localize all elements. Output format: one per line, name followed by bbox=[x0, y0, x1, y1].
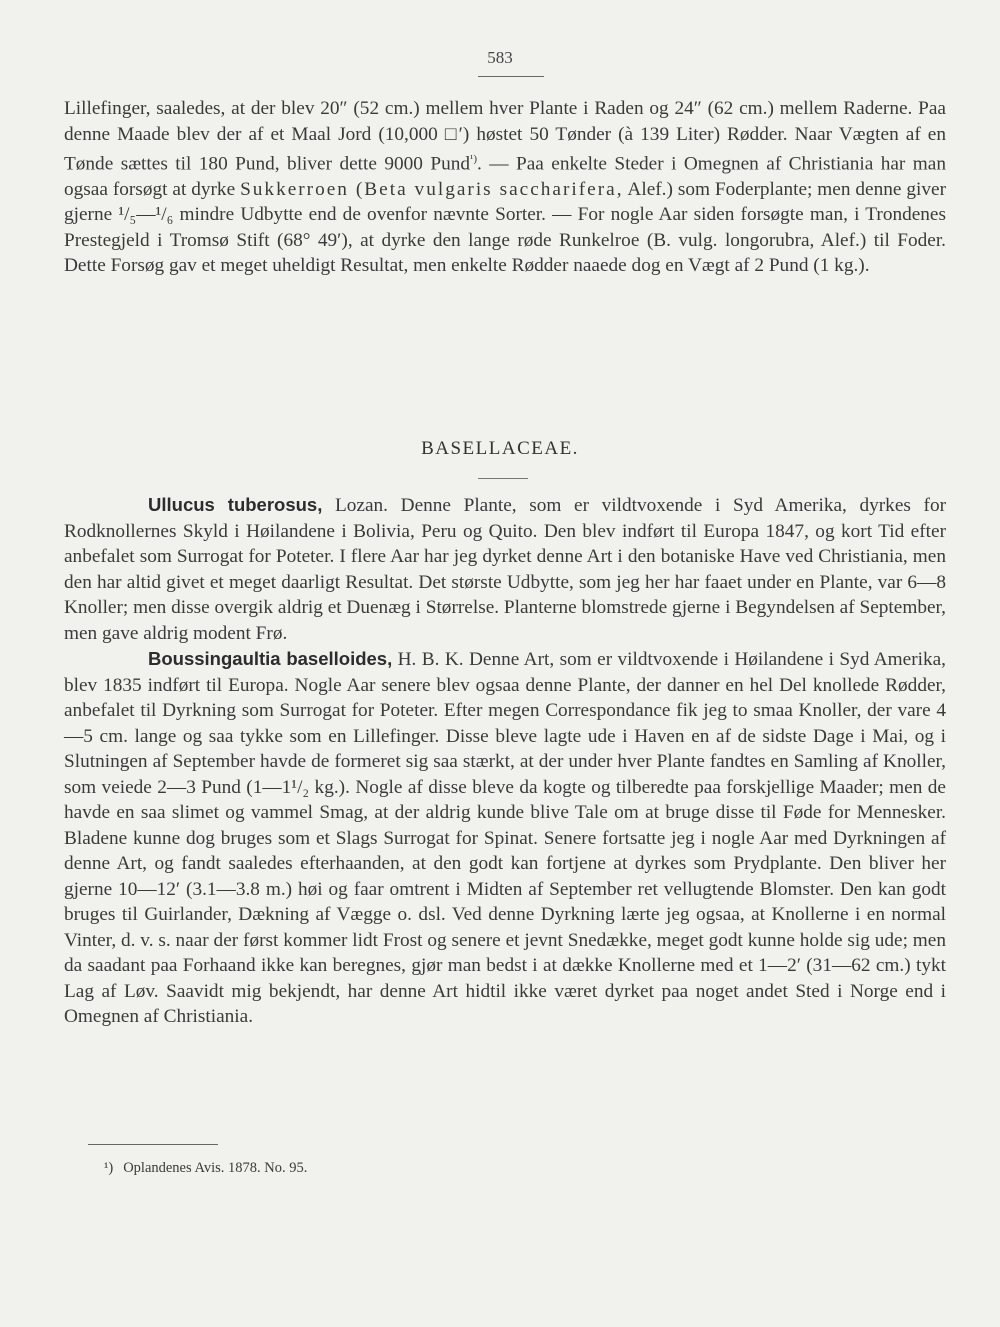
species-name: Ullucus tuberosus, bbox=[148, 494, 323, 515]
paragraph-text-part: . — Paa enkelte Steder i Omegnen af Christiania har man ogsaa forsøgt at dyrke bbox=[64, 153, 946, 200]
section-heading: BASELLACEAE. bbox=[421, 438, 579, 459]
footnote bbox=[104, 1160, 307, 1177]
paragraph-text-part: Lillefinger, saaledes, at der blev 20″ (52 cm.) mellem hver Plante i Raden og 24″ (62 cm.) mellem Raderne. Paa denne Maade blev der af et Maal Jord (10,000 □′) høstet 50 Tønder (à 139 Liter) Rødder. Naar Vægten af en Tønde sættes til 180 Pund, bliver dette 9000 Pund bbox=[64, 98, 946, 175]
species-description: H. B. K. Denne Art, som er vildtvoxende i Høilandene i Syd Amerika, blev 1835 indført til Europa. Nogle Aar senere blev ogsaa denne Plante, der danner en hel Del knollede Rødder, anbefalet til Dyrkning som Surrogat for Poteter. Efter megen Correspondance fik jeg to smaa Knoller, der vare 4—5 cm. lange og saa tykke som en Lillefinger. Disse bleve lagte ude i Haven en af de sidste Dage i Mai, og i Slutningen af September havde de formeret sig saa stærkt, at der under hver Plante fandtes en Samling af Knoller, som veiede 2—3 Pund (1—1¹/₂ kg.). Nogle af disse bleve da kogte og tilberedte paa forskjellige Maader; men de havde en saa slimet og vammel Smag, at der aldrig kunde blive Tale om at bruge disse til Føde for Mennesker. Bladene kunne dog bruges som et Slags Surrogat for Spinat. Senere fortsatte jeg i nogle Aar med Dyrkningen af denne Art, og fandt saaledes efterhaanden, at den godt kan fortjene at dyrkes som Prydplante. Den bliver her gjerne 10—12′ (3.1—3.8 m.) høi og faar omtrent i Midten af September ret vellugtende Blomster. Den kan godt bruges til Guirlander, Dækning af Vægge o. dsl. Ved denne Dyrkning lærte jeg ogsaa, at Knollerne i en normal Vinter, d. v. s. naar der først kommer lidt Frost og senere et jevnt Snedække, meget godt kunne holde sig ude; men da saadant paa Forhaand ikke kan beregnes, gjør man bedst i at dække Knollerne med et 1—2′ (31—62 cm.) tykt Lag af Løv. Saavidt mig bekjendt, har denne Art hidtil ikke været dyrket paa noget andet Sted i Norge end i Omegnen af Christiania. bbox=[64, 649, 946, 1027]
page-number-rule bbox=[478, 76, 544, 77]
section-heading-rule bbox=[478, 478, 528, 479]
species-name: Boussingaultia baselloides, bbox=[148, 648, 393, 669]
spaced-species-name: Sukkerroen (Beta vulgaris saccharifera, bbox=[240, 178, 624, 200]
section-body bbox=[64, 492, 946, 1030]
paragraph-text bbox=[64, 96, 946, 279]
footnote-reference: ¹) bbox=[470, 153, 477, 165]
footnote-marker: ¹) bbox=[104, 1160, 114, 1176]
species-paragraph-ullucus bbox=[64, 492, 946, 646]
species-description: Lozan. Denne Plante, som er vildtvoxende i Syd Amerika, dyrkes for Rodknollernes Skyld i Høilandene i Bolivia, Peru og Quito. Den blev indført til Europa 1847, og kort Tid efter anbefalet som Surrogat for Poteter. I flere Aar har jeg dyrket denne Art i den botaniske Have ved Christiania, men den har altid givet et meget daarligt Resultat. Det største Udbytte, som jeg her har faaet under en Plante, var 6—8 Knoller; men disse overgik aldrig et Duenæg i Størrelse. Planterne blomstrede gjerne i Begyndelsen af September, men gave aldrig modent Frø. bbox=[64, 495, 947, 644]
species-paragraph-boussingaultia bbox=[64, 646, 946, 1030]
page-number: 583 bbox=[487, 48, 513, 67]
paragraph-text-part: Alef.) som Foderplante; men denne giver gjerne ¹/₅—¹/₆ mindre Udbytte end de ovenfor nævnte Sorter. — For nogle Aar siden forsøgte man, i Trondenes Prestegjeld i Tromsø Stift (68° 49′), at dyrke den lange røde Runkelroe (B. vulg. longorubra, Alef.) til Foder. Dette Forsøg gav et meget uheldigt Resultat, men enkelte Rødder naaede dog en Vægt af 2 Pund (1 kg.). bbox=[64, 178, 946, 277]
continued-paragraph bbox=[64, 96, 946, 279]
footnote-text: Oplandenes Avis. 1878. No. 95. bbox=[123, 1160, 308, 1176]
footnote-rule bbox=[88, 1144, 218, 1145]
